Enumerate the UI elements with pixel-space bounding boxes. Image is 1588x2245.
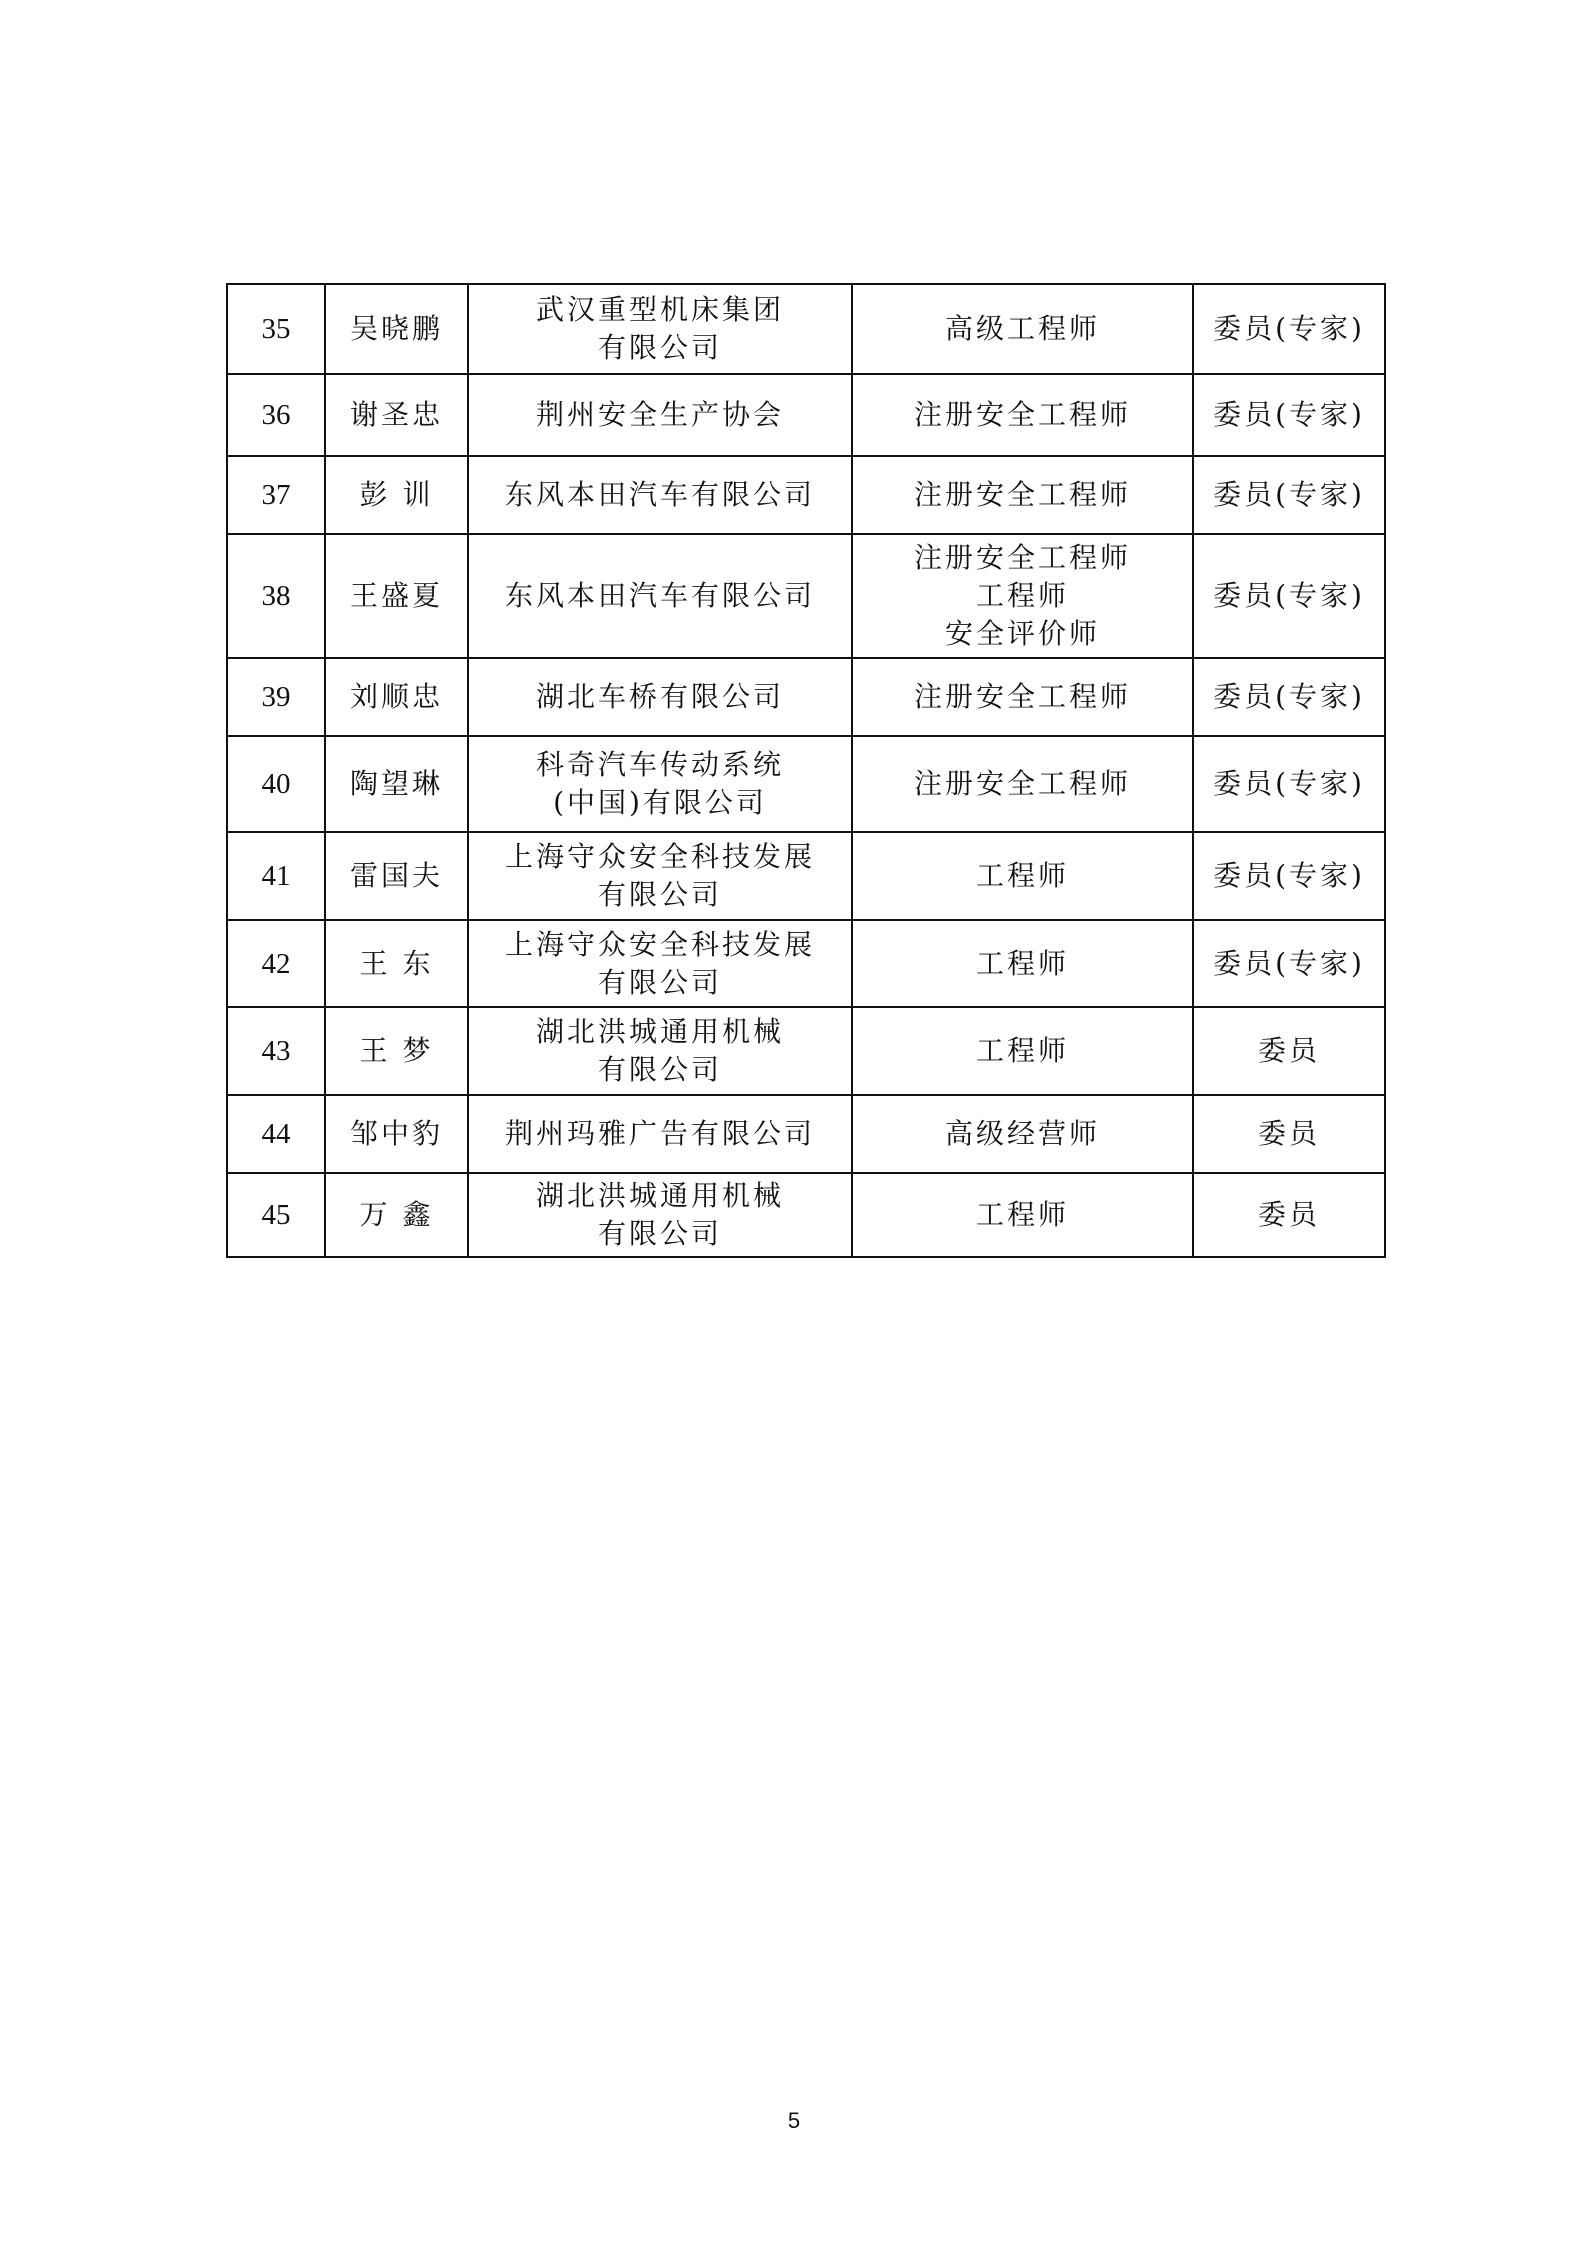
member-title — [852, 456, 1193, 534]
row-number: 44 — [227, 1095, 325, 1173]
member-title — [852, 534, 1193, 658]
row-number: 38 — [227, 534, 325, 658]
member-role: 委员(专家) — [1193, 284, 1385, 374]
unit-line: (中国)有限公司 — [553, 786, 767, 819]
member-title — [852, 736, 1193, 832]
unit-line: 武汉重型机床集团 — [535, 293, 784, 326]
member-role: 委员 — [1193, 1173, 1385, 1257]
table-row — [227, 1095, 1385, 1173]
title-line: 注册安全工程师 — [913, 680, 1131, 713]
member-name: 谢圣忠 — [325, 374, 468, 456]
member-name: 刘顺忠 — [325, 658, 468, 736]
table-row — [227, 374, 1385, 456]
unit-line: 有限公司 — [597, 965, 722, 999]
page-number: 5 — [787, 2108, 801, 2133]
title-line: 高级工程师 — [944, 312, 1100, 345]
member-title — [852, 658, 1193, 736]
title-line: 注册安全工程师 — [913, 398, 1131, 431]
member-unit — [468, 456, 852, 534]
title-line: 工程师 — [975, 946, 1069, 980]
unit-line: 湖北洪城通用机械 — [535, 1179, 784, 1212]
table-row — [227, 456, 1385, 534]
member-role: 委员 — [1193, 1007, 1385, 1095]
table-row — [227, 534, 1385, 658]
unit-line: 荆州安全生产协会 — [535, 398, 784, 431]
title-line: 安全评价师 — [944, 617, 1100, 650]
title-line: 工程师 — [975, 1198, 1069, 1231]
title-line: 注册安全工程师 — [913, 767, 1131, 800]
member-unit — [468, 534, 852, 658]
row-number: 45 — [227, 1173, 325, 1257]
member-role: 委员(专家) — [1193, 736, 1385, 832]
unit-line: 有限公司 — [597, 1053, 722, 1086]
unit-line: 上海守众安全科技发展 — [504, 927, 815, 961]
member-title — [852, 1095, 1193, 1173]
member-table — [226, 283, 1386, 1258]
title-line: 高级经营师 — [944, 1117, 1100, 1150]
title-line: 工程师 — [975, 1034, 1069, 1067]
member-name: 邹中豹 — [325, 1095, 468, 1173]
member-name: 王盛夏 — [325, 534, 468, 658]
title-line: 工程师 — [975, 859, 1069, 892]
table-row — [227, 658, 1385, 736]
row-number: 42 — [227, 920, 325, 1007]
member-unit — [468, 832, 852, 920]
member-role: 委员(专家) — [1193, 920, 1385, 1007]
member-role: 委员 — [1193, 1095, 1385, 1173]
member-role: 委员(专家) — [1193, 832, 1385, 920]
member-role: 委员(专家) — [1193, 658, 1385, 736]
unit-line: 有限公司 — [597, 878, 722, 911]
member-unit — [468, 658, 852, 736]
member-unit — [468, 920, 852, 1007]
title-line: 工程师 — [975, 579, 1069, 612]
member-title — [852, 284, 1193, 374]
member-unit — [468, 1007, 852, 1095]
member-role: 委员(专家) — [1193, 534, 1385, 658]
member-name: 吴晓鹏 — [325, 284, 468, 374]
row-number: 36 — [227, 374, 325, 456]
unit-line: 荆州玛雅广告有限公司 — [504, 1117, 815, 1150]
table-row — [227, 1173, 1385, 1257]
title-line: 注册安全工程师 — [913, 541, 1131, 574]
unit-line: 东风本田汽车有限公司 — [504, 579, 815, 612]
unit-line: 有限公司 — [597, 331, 722, 364]
unit-line: 科奇汽车传动系统 — [535, 748, 784, 781]
member-title — [852, 832, 1193, 920]
unit-line: 湖北车桥有限公司 — [535, 680, 784, 713]
member-title — [852, 920, 1193, 1007]
table-row — [227, 832, 1385, 920]
member-unit — [468, 1173, 852, 1257]
member-unit — [468, 1095, 852, 1173]
table-row — [227, 920, 1385, 1007]
table-row — [227, 736, 1385, 832]
title-line: 注册安全工程师 — [913, 478, 1131, 511]
row-number: 43 — [227, 1007, 325, 1095]
member-name: 万 鑫 — [325, 1173, 468, 1257]
member-name: 彭 训 — [325, 456, 468, 534]
member-role: 委员(专家) — [1193, 374, 1385, 456]
member-unit — [468, 736, 852, 832]
member-name: 王 梦 — [325, 1007, 468, 1095]
member-table-body — [227, 284, 1385, 1257]
row-number: 40 — [227, 736, 325, 832]
row-number: 35 — [227, 284, 325, 374]
member-title — [852, 374, 1193, 456]
member-name: 雷国夫 — [325, 832, 468, 920]
member-role: 委员(专家) — [1193, 456, 1385, 534]
row-number: 41 — [227, 832, 325, 920]
member-unit — [468, 374, 852, 456]
member-title — [852, 1173, 1193, 1257]
table-row — [227, 284, 1385, 374]
member-name: 王 东 — [325, 920, 468, 1007]
table-row — [227, 1007, 1385, 1095]
row-number: 37 — [227, 456, 325, 534]
member-unit — [468, 284, 852, 374]
row-number: 39 — [227, 658, 325, 736]
unit-line: 有限公司 — [597, 1217, 722, 1250]
unit-line: 东风本田汽车有限公司 — [504, 478, 815, 511]
unit-line: 湖北洪城通用机械 — [535, 1015, 784, 1048]
unit-line: 上海守众安全科技发展 — [504, 840, 815, 873]
member-title — [852, 1007, 1193, 1095]
member-name: 陶望琳 — [325, 736, 468, 832]
